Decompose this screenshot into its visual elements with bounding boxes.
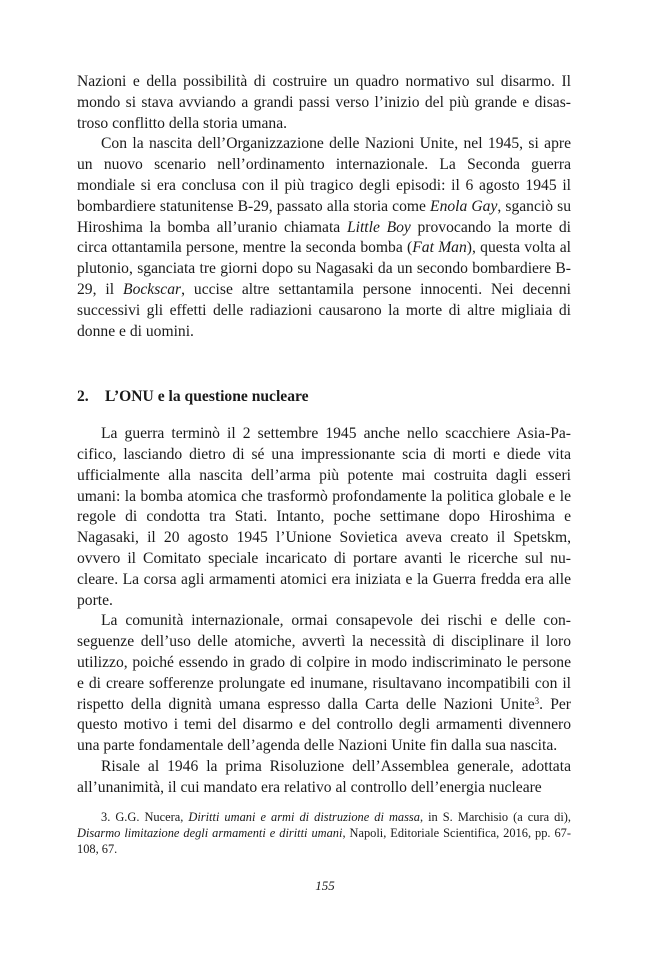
paragraph-p3 — [77, 424, 571, 611]
text-run: , uccise altre settantamila persone innocenti. Nei decenni successivi gli effetti delle radiazioni causarono la morte di altre migliaia di donne e di uomini. — [77, 280, 571, 340]
text-run: 3. G.G. Nucera, — [101, 810, 189, 824]
italic-run: Enola Gay — [430, 197, 498, 215]
italic-run: Diritti umani e armi di distruzione di massa — [188, 810, 420, 824]
italic-run: Fat Man — [412, 239, 467, 257]
paragraph-p1 — [77, 72, 571, 134]
paragraph-p5 — [77, 757, 571, 799]
italic-run: Disarmo limitazione degli armamenti e diritti umani — [77, 825, 343, 840]
section-title: L’ONU e la questione nucleare — [105, 388, 309, 406]
text-run: . Per questo motivo i temi del disarmo e del controllo degli armamenti divennero una parte fondamentale dell’agenda delle Nazioni Unite fin dalla sua nascita. — [77, 695, 571, 755]
text-run: ), questa volta al plutonio, sganciata tre giorni dopo su Nagasaki da un secondo bombardiere B-29, il — [77, 239, 572, 298]
text-run: Nazioni e della possibilità di costruire un quadro normativo sul disarmo. Il mondo si stava avviando a grandi passi verso l’inizio del più grande e disastroso conflitto della storia umana. — [77, 73, 571, 132]
section-heading — [77, 387, 571, 408]
footnote-ref: 3 — [534, 695, 540, 706]
page-number: 155 — [315, 878, 335, 893]
body-text-bottom — [77, 424, 571, 798]
text-run: , in S. Marchisio (a cura di), — [419, 810, 572, 824]
body-text-top — [77, 72, 571, 342]
text-run: Con la nascita dell’Organizzazione delle Nazioni Unite, nel 1945, si apre un nuovo scenario nell’ordinamento internazionale. La Seconda guerra mondiale si era conclusa con il più tragico degli episodi: il 6 agosto 1945 il bombardiere statunitense B-29, passato alla storia come — [77, 135, 571, 215]
footnote-3 — [77, 810, 571, 857]
paragraph-p2 — [77, 134, 571, 342]
page-body — [77, 72, 571, 799]
paragraph-p4 — [77, 611, 571, 757]
text-run: Risale al 1946 la prima Risoluzione dell’Assemblea generale, adottata all’unanimità, il cui mandato era relativo al controllo dell’energia nucleare — [77, 757, 571, 796]
text-run: La comunità internazionale, ormai consapevole dei rischi e delle conseguenze dell’uso delle atomiche, avvertì la necessità di disciplinare il loro utilizzo, poiché essendo in grado di colpire in modo indiscriminato le persone e di creare sofferenze prolungate ed inumane, risultavano incompatibili con il rispetto della dignità umana espresso dalla Carta delle Nazioni Unite — [77, 612, 571, 713]
footnote-area — [77, 810, 571, 857]
text-run: , Napoli, Editoriale Scientifica, 2016, pp. 67-108, 67. — [77, 825, 571, 856]
text-run: La guerra terminò il 2 settembre 1945 anche nello scacchiere Asia-Pacifico, lasciando dietro di sé una impressionante scia di morti e diede vita ufficialmente alla nascita dell’arma più potente mai costruita dagli esseri umani: la bomba atomica che trasformò profondamente la politica globale e le regole di condotta tra Stati. Intanto, poche settimane dopo Hiroshima e Nagasaki, il 20 agosto 1945 l’Unione Sovietica aveva creato il Spetskm, ovvero il Comitato speciale incaricato di portare avanti le ricerche sul nucleare. La corsa agli armamenti atomici era iniziata e la Guerra fredda era alle porte. — [77, 425, 571, 609]
italic-run: Bockscar — [123, 280, 182, 298]
text-run: , sganciò su Hiroshima la bomba all’uranio chiamata — [77, 197, 571, 236]
text-run: provocando la morte di circa ottantamila persone, mentre la seconda bomba ( — [77, 218, 571, 257]
italic-run: Little Boy — [346, 218, 411, 236]
section-number: 2. — [77, 388, 89, 406]
